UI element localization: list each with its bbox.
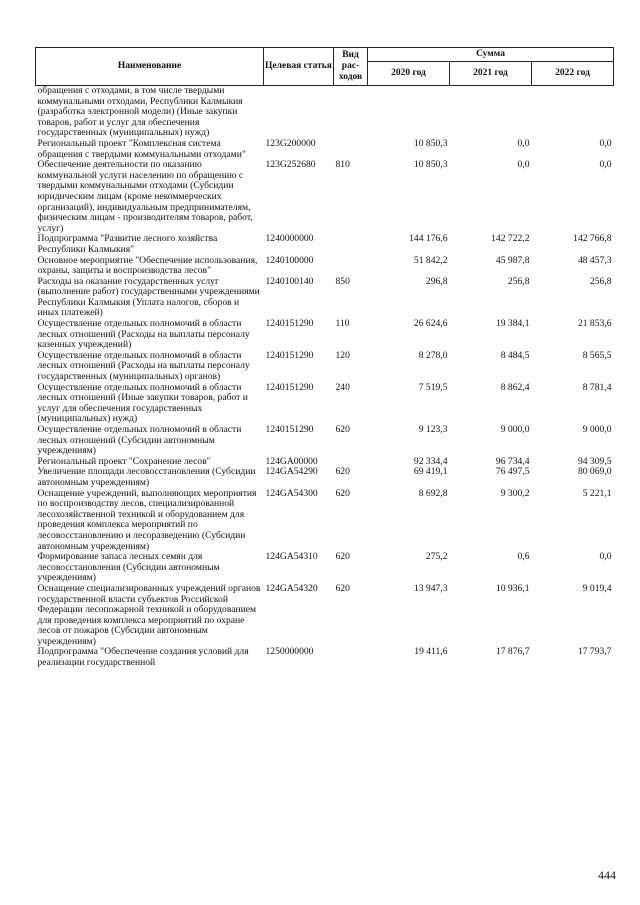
cell-y2021: 10 936,1 xyxy=(495,582,530,594)
cell-vid xyxy=(334,86,368,139)
cell-name: Основное мероприятие "Обеспечение использования, охраны, защиты и воспроизводства лесов" xyxy=(37,254,258,277)
cell-y2021: 17 876,7 xyxy=(495,646,530,658)
cell-vid: 110 xyxy=(335,318,350,330)
cell-code: 1240151290 xyxy=(265,424,314,435)
cell-vid: 620 xyxy=(335,582,350,594)
table-row xyxy=(36,584,614,648)
cell-y2022: 0,0 xyxy=(599,551,612,563)
cell-name: обращения с отходами, в том числе твердыми коммунальными отходами, Республики Калмыкия (разработка электронной модели) (Иные закупки товаров, работ и услуг для обеспечения государственных (муниципальных) нужд) xyxy=(37,85,243,139)
cell-vid xyxy=(334,139,368,160)
cell-y2020: 275,2 xyxy=(425,551,448,563)
cell-y2021: 8 484,5 xyxy=(500,349,530,361)
cell-y2020: 92 334,4 xyxy=(413,455,448,467)
cell-y2020: 10 850,3 xyxy=(413,159,448,171)
cell-vid: 120 xyxy=(335,349,350,361)
cell-code: 1240100000 xyxy=(265,254,314,266)
cell-name: Региональный проект "Комплексная система обращения с твердыми коммунальными отходами" xyxy=(37,137,246,160)
cell-name: Расходы на оказание государственных услуг (выполнение работ) государственными учреждениями Республики Калмыкия (Уплата налогов, сборов и иных платежей) xyxy=(37,275,260,319)
cell-y2022: 9 019,4 xyxy=(582,582,612,594)
cell-y2020: 51 842,2 xyxy=(413,254,448,266)
cell-vid: 620 xyxy=(335,487,350,499)
cell-y2022: 256,8 xyxy=(589,275,612,287)
cell-vid: 620 xyxy=(335,551,350,563)
table-row xyxy=(36,489,614,553)
cell-vid: 810 xyxy=(335,159,350,171)
header-vid: Вид рас-ходов xyxy=(334,48,368,86)
cell-y2021: 0,0 xyxy=(517,159,530,171)
cell-code: 123G200000 xyxy=(265,137,316,149)
cell-vid xyxy=(334,647,368,668)
header-2022: 2022 год xyxy=(532,62,614,86)
cell-code: 124GA54320 xyxy=(265,582,318,594)
cell-y2021: 9 000,0 xyxy=(500,424,530,435)
cell-name: Осуществление отдельных полномочий в области лесных отношений (Субсидии автономным учреждениям) xyxy=(37,424,242,457)
cell-code: 1240151290 xyxy=(265,318,314,330)
cell-y2021: 256,8 xyxy=(507,275,530,287)
cell-y2020: 8 278,0 xyxy=(418,349,448,361)
header-sum: Сумма xyxy=(368,48,614,62)
cell-name: Увеличение площади лесовосстановления (Субсидии автономным учреждениям) xyxy=(37,466,256,488)
header-2020: 2020 год xyxy=(368,62,450,86)
table-row xyxy=(36,234,614,255)
cell-y2020: 19 411,6 xyxy=(414,646,448,658)
table-row xyxy=(36,319,614,351)
table-row xyxy=(36,277,614,319)
cell-name: Подпрограмма "Обеспечение создания условий для реализации государственной xyxy=(37,646,249,669)
cell-name: Осуществление отдельных полномочий в области лесных отношений (Расходы на выплаты персоналу казенных учреждений) xyxy=(37,318,250,351)
table-header xyxy=(36,48,614,86)
table-row xyxy=(36,552,614,584)
cell-vid: 240 xyxy=(335,381,350,393)
cell-code: 124GA54290 xyxy=(265,466,318,478)
cell-name: Осуществление отдельных полномочий в области лесных отношений (Расходы на выплаты персоналу государственных (муниципальных) органов) xyxy=(37,349,250,383)
table-row xyxy=(36,139,614,160)
budget-table xyxy=(35,47,614,669)
cell-name: Подпрограмма "Развитие лесного хозяйства Республики Калмыкия" xyxy=(37,233,218,255)
cell-y2020: 144 176,6 xyxy=(409,233,448,245)
cell-y2020: 69 419,1 xyxy=(413,466,448,478)
cell-code: 1240151290 xyxy=(265,381,314,393)
cell-y2021: 96 734,4 xyxy=(495,455,530,467)
cell-y2021: 8 862,4 xyxy=(500,381,530,393)
cell-code: 124GA54310 xyxy=(265,551,318,563)
cell-y2022: 142 766,8 xyxy=(573,233,612,245)
table-row xyxy=(36,383,614,425)
header-name: Наименование xyxy=(36,48,264,86)
header-target: Целевая статья xyxy=(264,48,334,86)
cell-y2022: 94 309,5 xyxy=(577,455,612,467)
cell-y2020: 296,8 xyxy=(425,275,448,287)
cell-name: Оснащение специализированных учреждений органов государственной власти субъектов Российской Федерации лесопожарной техникой и оборудованием для проведения комплекса мероприятий по охране лесов от пожаров (Субсидии автономным учреждениям) xyxy=(37,582,261,647)
cell-y2020: 8 692,8 xyxy=(418,487,448,499)
cell-y2020: 26 624,6 xyxy=(413,318,448,330)
cell-y2021: 0,0 xyxy=(517,137,530,149)
table-row xyxy=(36,425,614,457)
cell-y2020: 13 947,3 xyxy=(413,582,448,594)
table-row xyxy=(36,351,614,383)
cell-vid: 850 xyxy=(335,275,350,287)
cell-vid: 620 xyxy=(335,466,350,478)
table-row xyxy=(36,467,614,488)
cell-name: Осуществление отдельных полномочий в области лесных отношений (Иные закупки товаров, работ и услуг для обеспечения государственных (муниципальных) нужд) xyxy=(37,381,248,425)
cell-code: 1250000000 xyxy=(265,646,314,658)
cell-y2022 xyxy=(532,86,614,139)
cell-y2021 xyxy=(450,86,532,139)
cell-name: Обеспечение деятельности по оказанию коммунальной услуги населению по обращению с твердыми коммунальными отходами (Субсидии юридическим лицам (кроме некоммерческих организаций), индивидуальным предпринимателям, физическим лицам - производителям товаров, работ, услуг) xyxy=(37,159,253,234)
cell-y2021: 142 722,2 xyxy=(491,233,530,245)
cell-y2022: 5 221,1 xyxy=(582,487,612,499)
cell-y2022: 48 457,3 xyxy=(577,254,612,266)
cell-code xyxy=(264,86,334,139)
cell-y2022: 80 069,0 xyxy=(577,466,612,478)
table-row xyxy=(36,86,614,139)
cell-y2022: 8 781,4 xyxy=(582,381,612,393)
table-row xyxy=(36,647,614,668)
cell-y2021: 9 300,2 xyxy=(500,487,530,499)
cell-name: Региональный проект "Сохранение лесов" xyxy=(37,455,211,467)
cell-y2020: 10 850,3 xyxy=(413,137,448,149)
table-body xyxy=(36,86,614,669)
cell-y2022: 21 853,6 xyxy=(577,318,612,330)
cell-code: 1240151290 xyxy=(265,349,314,361)
cell-name: Оснащение учреждений, выполняющих мероприятия по воспроизводству лесов, специализированной лесохозяйственной техникой и оборудованием для проведения комплекса мероприятий по лесовосстановлению и лесоразведению (Субсидии автономным учреждениям) xyxy=(37,487,257,552)
cell-vid xyxy=(334,234,368,255)
cell-vid xyxy=(334,256,368,277)
cell-y2022: 0,0 xyxy=(599,137,612,149)
cell-y2022: 0,0 xyxy=(599,159,612,171)
cell-y2022: 17 793,7 xyxy=(577,646,612,658)
table-row xyxy=(36,160,614,234)
cell-vid: 620 xyxy=(335,424,350,435)
page-number: 444 xyxy=(598,868,616,882)
cell-y2020 xyxy=(368,86,450,139)
cell-y2021: 19 384,1 xyxy=(495,318,530,330)
cell-y2021: 76 497,5 xyxy=(495,466,530,478)
table-row xyxy=(36,256,614,277)
cell-code: 123G252680 xyxy=(265,159,316,171)
cell-y2020: 9 123,3 xyxy=(418,424,448,435)
cell-code: 1240000000 xyxy=(265,233,314,245)
cell-code: 124GA54300 xyxy=(265,487,318,499)
cell-y2021: 45 987,8 xyxy=(495,254,530,266)
cell-code: 124GA00000 xyxy=(265,455,318,467)
cell-y2021: 0,6 xyxy=(517,551,530,563)
cell-name: Формирование запаса лесных семян для лесовосстановления (Субсидии автономным учреждениям) xyxy=(37,551,220,584)
cell-code: 1240100140 xyxy=(265,275,314,287)
cell-y2020: 7 519,5 xyxy=(418,381,448,393)
header-2021: 2021 год xyxy=(450,62,532,86)
cell-y2022: 8 565,5 xyxy=(582,349,612,361)
cell-y2022: 9 000,0 xyxy=(582,424,612,435)
